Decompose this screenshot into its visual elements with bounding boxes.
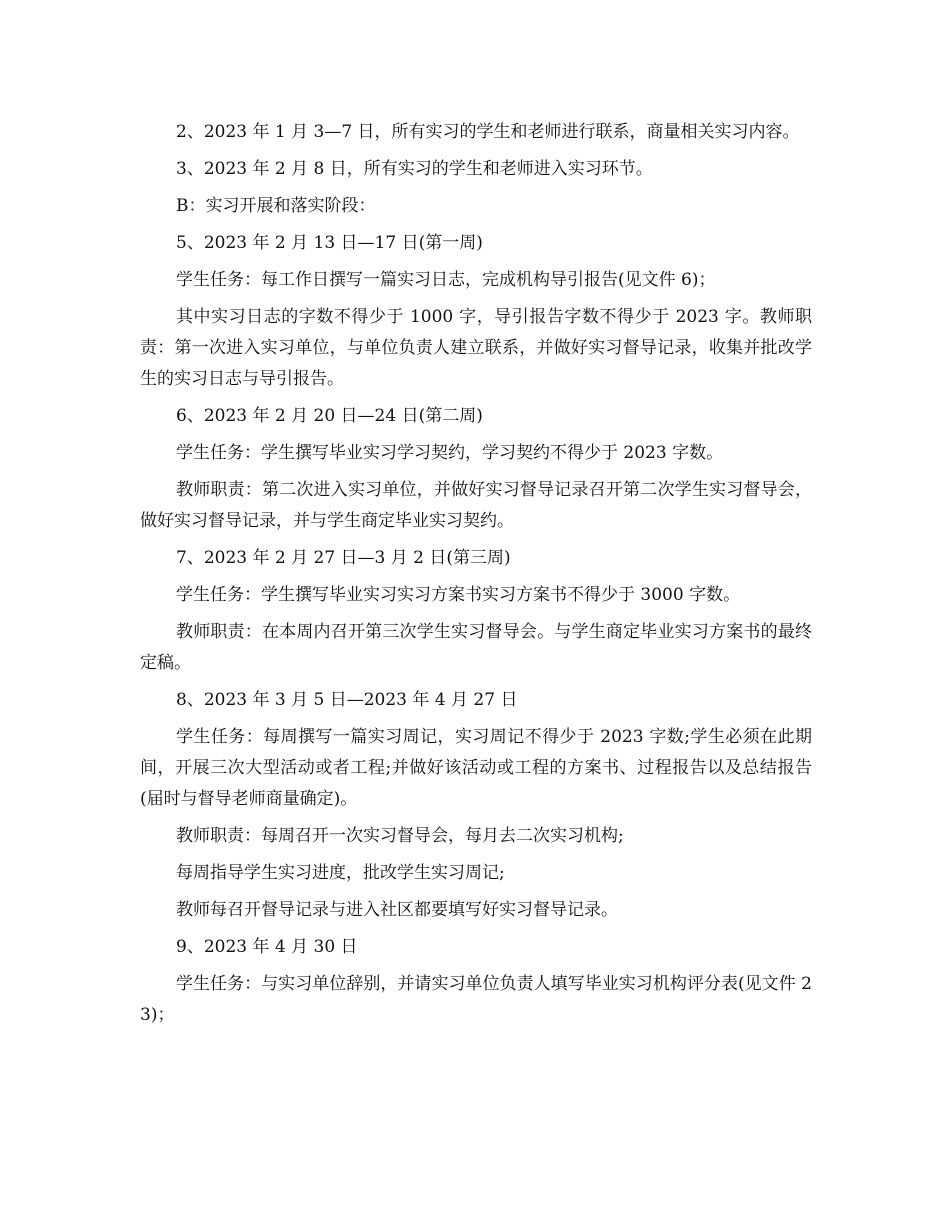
- paragraph-period8-teacher-duty: 教师职责：每周召开一次实习督导会，每月去二次实习机构;: [176, 826, 624, 846]
- paragraph-period8-student-task: 学生任务：每周撰写一篇实习周记，实习周记不得少于 2023 字数;学生必须在此期间，开展三次大型活动或者工程;并做好该活动或工程的方案书、过程报告以及总结报告(届时与督导老师商量确定)。: [140, 727, 812, 809]
- paragraph-week3-student-task: 学生任务：学生撰写毕业实习实习方案书实习方案书不得少于 3000 字数。: [176, 585, 741, 605]
- paragraph-week2-student-task: 学生任务：学生撰写毕业实习学习契约，学习契约不得少于 2023 字数。: [176, 443, 724, 463]
- paragraph-period8-records: 教师每召开督导记录与进入社区都要填写好实习督导记录。: [176, 900, 618, 920]
- paragraph-schedule-jan: 2、2023 年 1 月 3—7 日，所有实习的学生和老师进行联系，商量相关实习内容。: [176, 122, 800, 142]
- paragraph-schedule-feb8: 3、2023 年 2 月 8 日，所有实习的学生和老师进入实习环节。: [176, 159, 653, 179]
- document-body: [140, 117, 812, 1037]
- paragraph-period8-weekly-guidance: 每周指导学生实习进度，批改学生实习周记;: [176, 863, 505, 883]
- paragraph-week1-date: 5、2023 年 2 月 13 日—17 日(第一周): [176, 233, 483, 253]
- paragraph-week3-teacher-duty: 教师职责：在本周内召开第三次学生实习督导会。与学生商定毕业实习方案书的最终定稿。: [140, 622, 812, 673]
- paragraph-period8-date: 8、2023 年 3 月 5 日—2023 年 4 月 27 日: [176, 690, 518, 710]
- section-heading-b: B：实习开展和落实阶段：: [176, 196, 376, 216]
- paragraph-period9-student-task: 学生任务：与实习单位辞别，并请实习单位负责人填写毕业实习机构评分表(见文件 23)；: [140, 974, 812, 1025]
- paragraph-week3-date: 7、2023 年 2 月 27 日—3 月 2 日(第三周): [176, 548, 511, 568]
- paragraph-week2-teacher-duty: 教师职责：第二次进入实习单位，并做好实习督导记录召开第二次学生实习督导会，做好实习督导记录，并与学生商定毕业实习契约。: [140, 480, 812, 531]
- paragraph-week1-student-task: 学生任务：每工作日撰写一篇实习日志，完成机构导引报告(见文件 6)；: [176, 270, 716, 290]
- paragraph-week1-teacher-duty: 其中实习日志的字数不得少于 1000 字，导引报告字数不得少于 2023 字。教师职责：第一次进入实习单位，与单位负责人建立联系，并做好实习督导记录，收集并批改学生的实习日志与导引报告。: [140, 307, 812, 389]
- paragraph-period9-date: 9、2023 年 4 月 30 日: [176, 937, 358, 957]
- paragraph-week2-date: 6、2023 年 2 月 20 日—24 日(第二周): [176, 406, 483, 426]
